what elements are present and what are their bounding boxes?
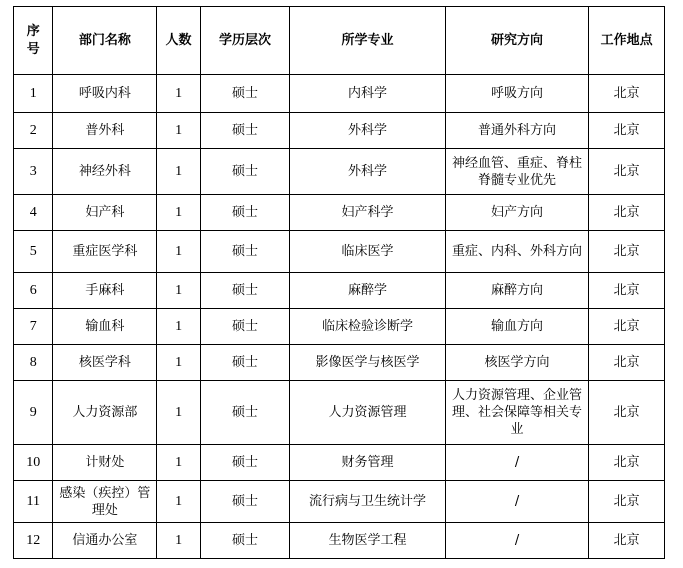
cell-seq: 12	[14, 523, 53, 559]
table-header-row	[14, 7, 665, 75]
cell-seq: 10	[14, 445, 53, 481]
cell-location: 北京	[589, 273, 665, 309]
cell-research: /	[445, 445, 588, 481]
cell-location: 北京	[589, 345, 665, 381]
cell-major: 影像医学与核医学	[290, 345, 446, 381]
cell-dept: 手麻科	[53, 273, 157, 309]
cell-dept: 呼吸内科	[53, 75, 157, 113]
cell-location: 北京	[589, 381, 665, 445]
table-row	[14, 445, 665, 481]
cell-location: 北京	[589, 309, 665, 345]
cell-degree: 硕士	[200, 381, 289, 445]
cell-degree: 硕士	[200, 195, 289, 231]
cell-dept: 重症医学科	[53, 231, 157, 273]
table-row	[14, 113, 665, 149]
cell-major: 内科学	[290, 75, 446, 113]
cell-location: 北京	[589, 445, 665, 481]
cell-degree: 硕士	[200, 523, 289, 559]
cell-seq: 5	[14, 231, 53, 273]
cell-count: 1	[157, 481, 201, 523]
cell-major: 临床医学	[290, 231, 446, 273]
cell-count: 1	[157, 523, 201, 559]
header-degree: 学历层次	[200, 7, 289, 75]
cell-count: 1	[157, 345, 201, 381]
table-row	[14, 381, 665, 445]
cell-seq: 4	[14, 195, 53, 231]
cell-count: 1	[157, 195, 201, 231]
cell-major: 流行病与卫生统计学	[290, 481, 446, 523]
cell-degree: 硕士	[200, 113, 289, 149]
recruitment-table-container	[13, 6, 665, 559]
table-row	[14, 75, 665, 113]
cell-location: 北京	[589, 523, 665, 559]
cell-seq: 2	[14, 113, 53, 149]
cell-major: 临床检验诊断学	[290, 309, 446, 345]
cell-count: 1	[157, 273, 201, 309]
cell-count: 1	[157, 149, 201, 195]
cell-major: 人力资源管理	[290, 381, 446, 445]
cell-location: 北京	[589, 231, 665, 273]
cell-location: 北京	[589, 149, 665, 195]
cell-research: 人力资源管理、企业管理、社会保障等相关专业	[445, 381, 588, 445]
table-row	[14, 195, 665, 231]
cell-major: 妇产科学	[290, 195, 446, 231]
cell-research: 核医学方向	[445, 345, 588, 381]
header-count: 人数	[157, 7, 201, 75]
cell-research: 普通外科方向	[445, 113, 588, 149]
cell-major: 外科学	[290, 149, 446, 195]
cell-major: 外科学	[290, 113, 446, 149]
cell-seq: 9	[14, 381, 53, 445]
cell-dept: 妇产科	[53, 195, 157, 231]
table-row	[14, 481, 665, 523]
cell-dept: 信通办公室	[53, 523, 157, 559]
cell-dept: 人力资源部	[53, 381, 157, 445]
cell-location: 北京	[589, 481, 665, 523]
table-row	[14, 345, 665, 381]
cell-dept: 计财处	[53, 445, 157, 481]
table-row	[14, 309, 665, 345]
header-research: 研究方向	[445, 7, 588, 75]
cell-degree: 硕士	[200, 231, 289, 273]
header-major: 所学专业	[290, 7, 446, 75]
cell-seq: 3	[14, 149, 53, 195]
header-location: 工作地点	[589, 7, 665, 75]
cell-major: 麻醉学	[290, 273, 446, 309]
cell-research: 麻醉方向	[445, 273, 588, 309]
cell-research: /	[445, 523, 588, 559]
cell-research: 输血方向	[445, 309, 588, 345]
cell-dept: 普外科	[53, 113, 157, 149]
cell-degree: 硕士	[200, 149, 289, 195]
cell-count: 1	[157, 75, 201, 113]
table-row	[14, 273, 665, 309]
cell-research: /	[445, 481, 588, 523]
cell-seq: 8	[14, 345, 53, 381]
cell-count: 1	[157, 445, 201, 481]
cell-degree: 硕士	[200, 445, 289, 481]
table-row	[14, 523, 665, 559]
cell-dept: 核医学科	[53, 345, 157, 381]
recruitment-table	[13, 6, 665, 559]
cell-seq: 1	[14, 75, 53, 113]
cell-seq: 6	[14, 273, 53, 309]
cell-research: 重症、内科、外科方向	[445, 231, 588, 273]
cell-location: 北京	[589, 75, 665, 113]
cell-count: 1	[157, 309, 201, 345]
cell-degree: 硕士	[200, 345, 289, 381]
table-row	[14, 149, 665, 195]
cell-research: 妇产方向	[445, 195, 588, 231]
header-dept: 部门名称	[53, 7, 157, 75]
cell-seq: 7	[14, 309, 53, 345]
table-row	[14, 231, 665, 273]
cell-degree: 硕士	[200, 309, 289, 345]
header-seq: 序号	[14, 7, 53, 75]
cell-research: 呼吸方向	[445, 75, 588, 113]
cell-count: 1	[157, 381, 201, 445]
cell-location: 北京	[589, 113, 665, 149]
cell-count: 1	[157, 231, 201, 273]
cell-degree: 硕士	[200, 75, 289, 113]
cell-count: 1	[157, 113, 201, 149]
cell-seq: 11	[14, 481, 53, 523]
cell-location: 北京	[589, 195, 665, 231]
cell-major: 生物医学工程	[290, 523, 446, 559]
cell-dept: 神经外科	[53, 149, 157, 195]
cell-degree: 硕士	[200, 273, 289, 309]
cell-major: 财务管理	[290, 445, 446, 481]
cell-dept: 感染（疾控）管理处	[53, 481, 157, 523]
cell-dept: 输血科	[53, 309, 157, 345]
cell-degree: 硕士	[200, 481, 289, 523]
cell-research: 神经血管、重症、脊柱脊髓专业优先	[445, 149, 588, 195]
